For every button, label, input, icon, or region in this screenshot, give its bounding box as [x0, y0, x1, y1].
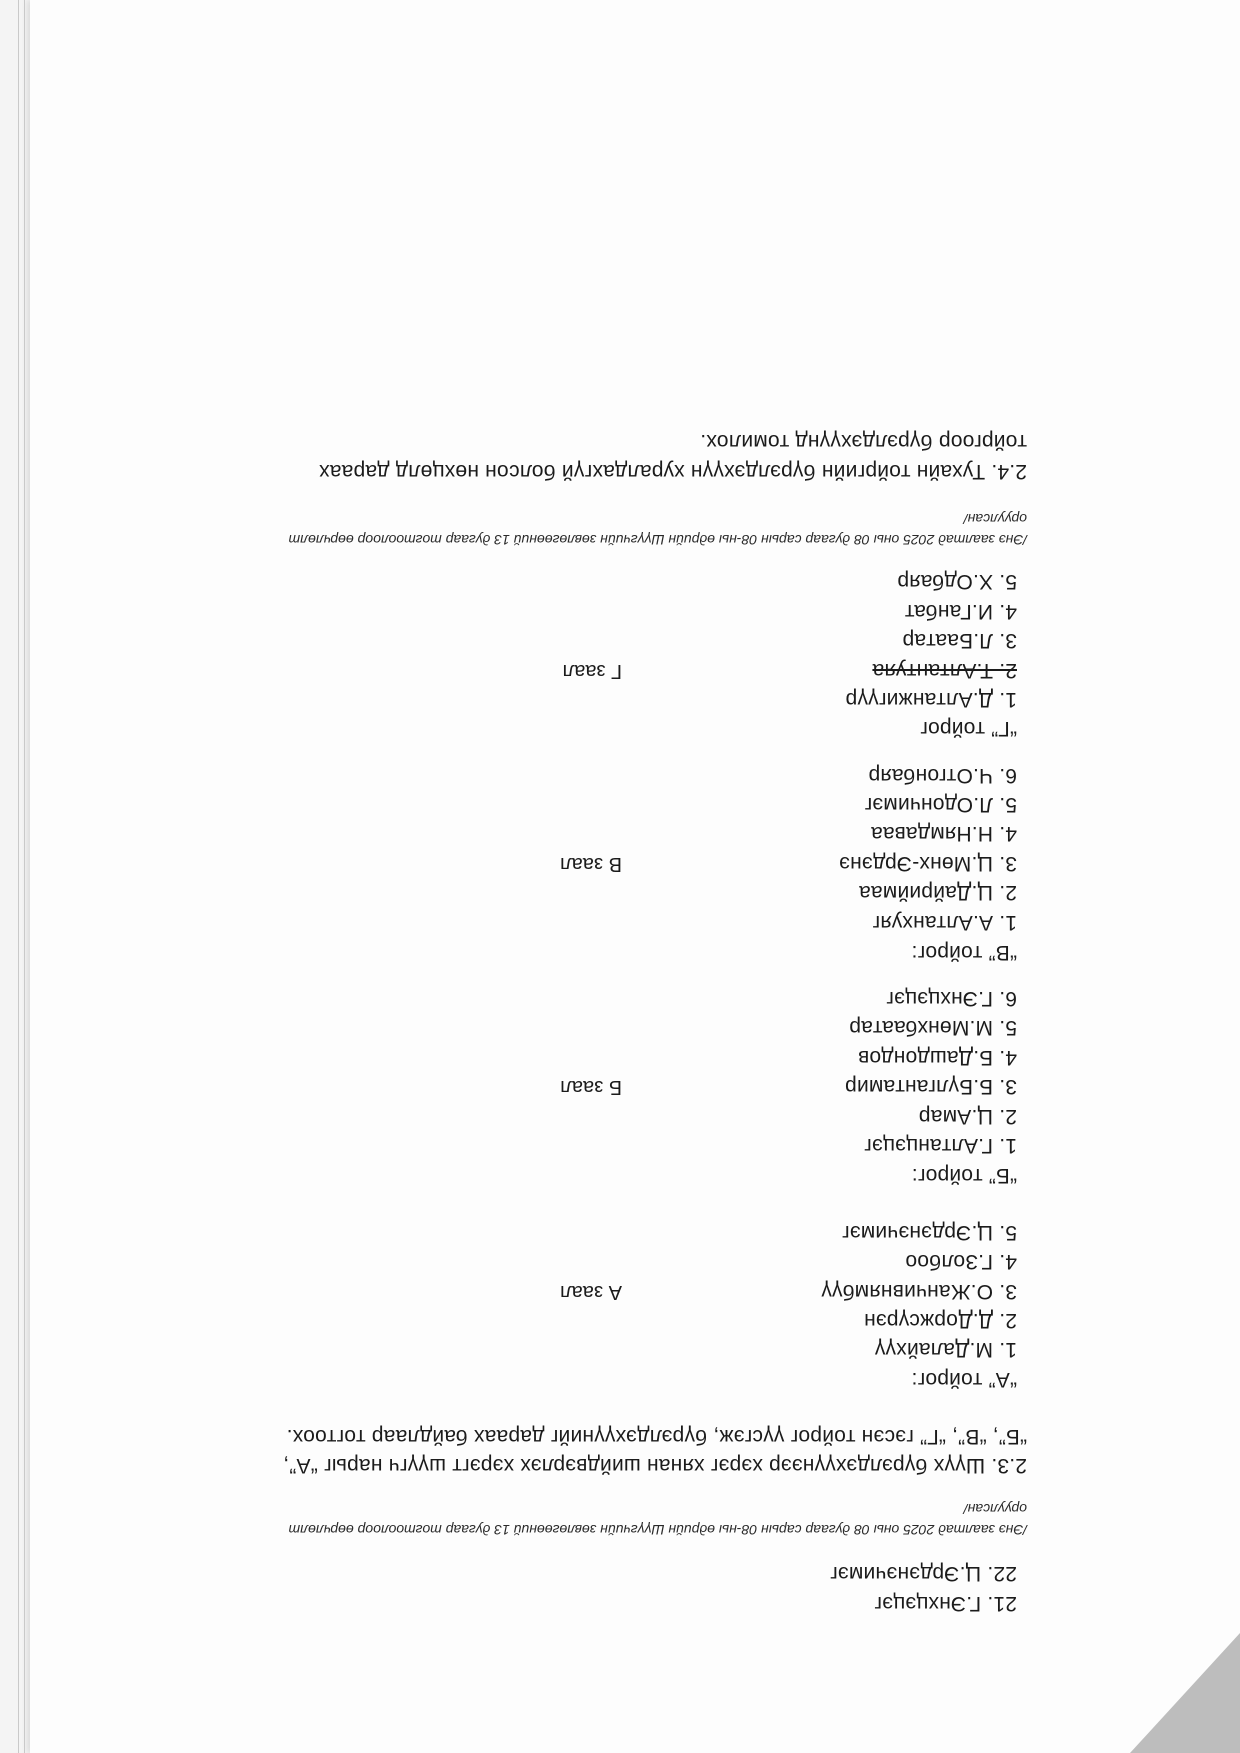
- hall-label-g: Г заал: [562, 660, 622, 682]
- hall-label-v: В заал: [560, 853, 622, 875]
- group-b-title: “Б” тойрог:: [911, 1164, 1017, 1187]
- list-item: 2. Ц.Амар: [918, 1105, 1017, 1128]
- list-item: 4. И.Ганбат: [904, 600, 1017, 623]
- list-item: 3. Б.Бүлгантамир: [844, 1075, 1017, 1098]
- list-item: 4. Г.Золбоо: [905, 1250, 1017, 1273]
- amendment-note-end: оруулсан/: [963, 1501, 1027, 1517]
- list-item: 2. Т.Алтантуяа: [872, 659, 1017, 682]
- list-item: 21. Г.Энхцэцэг: [874, 1592, 1017, 1615]
- list-item: 1. А.Алтанхуяг: [872, 911, 1017, 934]
- section-2-4-line-2: тойргоор бүрэлдэхүүнд томилох.: [700, 430, 1027, 453]
- list-item: 4. Н.Нямдаваа: [870, 822, 1017, 845]
- list-item: 1. М.Далайхүү: [874, 1338, 1017, 1361]
- section-2-3-line-2: “Б”, “В”, “Г” гэсэн тойрог үүсгэж, бүрэлдэхүүнийг дараах байдлаар тогтоох.: [286, 1425, 1027, 1448]
- list-item: 3. Л.Баатар: [902, 629, 1017, 652]
- amendment-note: /Энэ заалтад 2025 оны 08 дугаар сарын 08-ны өдрийн Шүүгчийн зөвлөгөөний 13 дугаар тогтоолоор өөрчлөлт: [288, 1522, 1027, 1538]
- group-g-title: “Г” тойрог: [919, 717, 1017, 740]
- list-item: 3. Ц.Мөнх-Эрдэнэ: [839, 852, 1017, 875]
- list-item: 6. Ч.Отгонбаяр: [868, 764, 1017, 787]
- section-2-4-line-1: 2.4. Тухайн тойргийн бүрэлдэхүүн хуралдахгүй болсон нөхцөлд дараах: [318, 460, 1027, 483]
- list-item: 1. Г.Алтанцэцэг: [863, 1134, 1017, 1157]
- section-2-3-line-1: 2.3. Шүүх бүрэлдэхүүнээр хэрэг хянан шийдвэрлэх хэрэгт шүүгч нарыг “А”,: [283, 1454, 1027, 1477]
- list-item: 6. Г.Энхцэцэг: [886, 987, 1017, 1010]
- list-item: 5. Ц.Эрдэнэчимэг: [841, 1221, 1017, 1244]
- list-item: 1. Д.Алтанжигүүр: [845, 688, 1017, 711]
- list-item: 3. О.Жанчивнямбүү: [821, 1280, 1017, 1303]
- hall-label-a: А заал: [560, 1281, 622, 1303]
- amendment-note: /Энэ заалтад 2025 оны 08 дугаар сарын 08-ны өдрийн Шүүгчийн зөвлөгөөний 13 дугаар тогтоолоор өөрчлөлт: [288, 532, 1027, 548]
- list-item: 2. Д.Доржсүрэн: [863, 1309, 1017, 1332]
- group-a-title: “А” тойрог:: [911, 1368, 1017, 1391]
- list-item: 5. Х.Одбаяр: [897, 570, 1017, 593]
- list-item: 5. Л.Одончимэг: [864, 793, 1017, 816]
- group-v-title: “В” тойрог:: [911, 941, 1017, 964]
- list-item: 5. М.Мөнхбаатар: [849, 1016, 1017, 1039]
- list-item: 2. Ц.Дайриймаа: [858, 881, 1017, 904]
- hall-label-b: Б заал: [560, 1076, 622, 1098]
- amendment-note-end: оруулсан/: [963, 511, 1027, 527]
- list-item: 4. Б.Дашдондов: [857, 1046, 1017, 1069]
- list-item: 22. Ц.Эрдэнэчимэг: [829, 1562, 1017, 1585]
